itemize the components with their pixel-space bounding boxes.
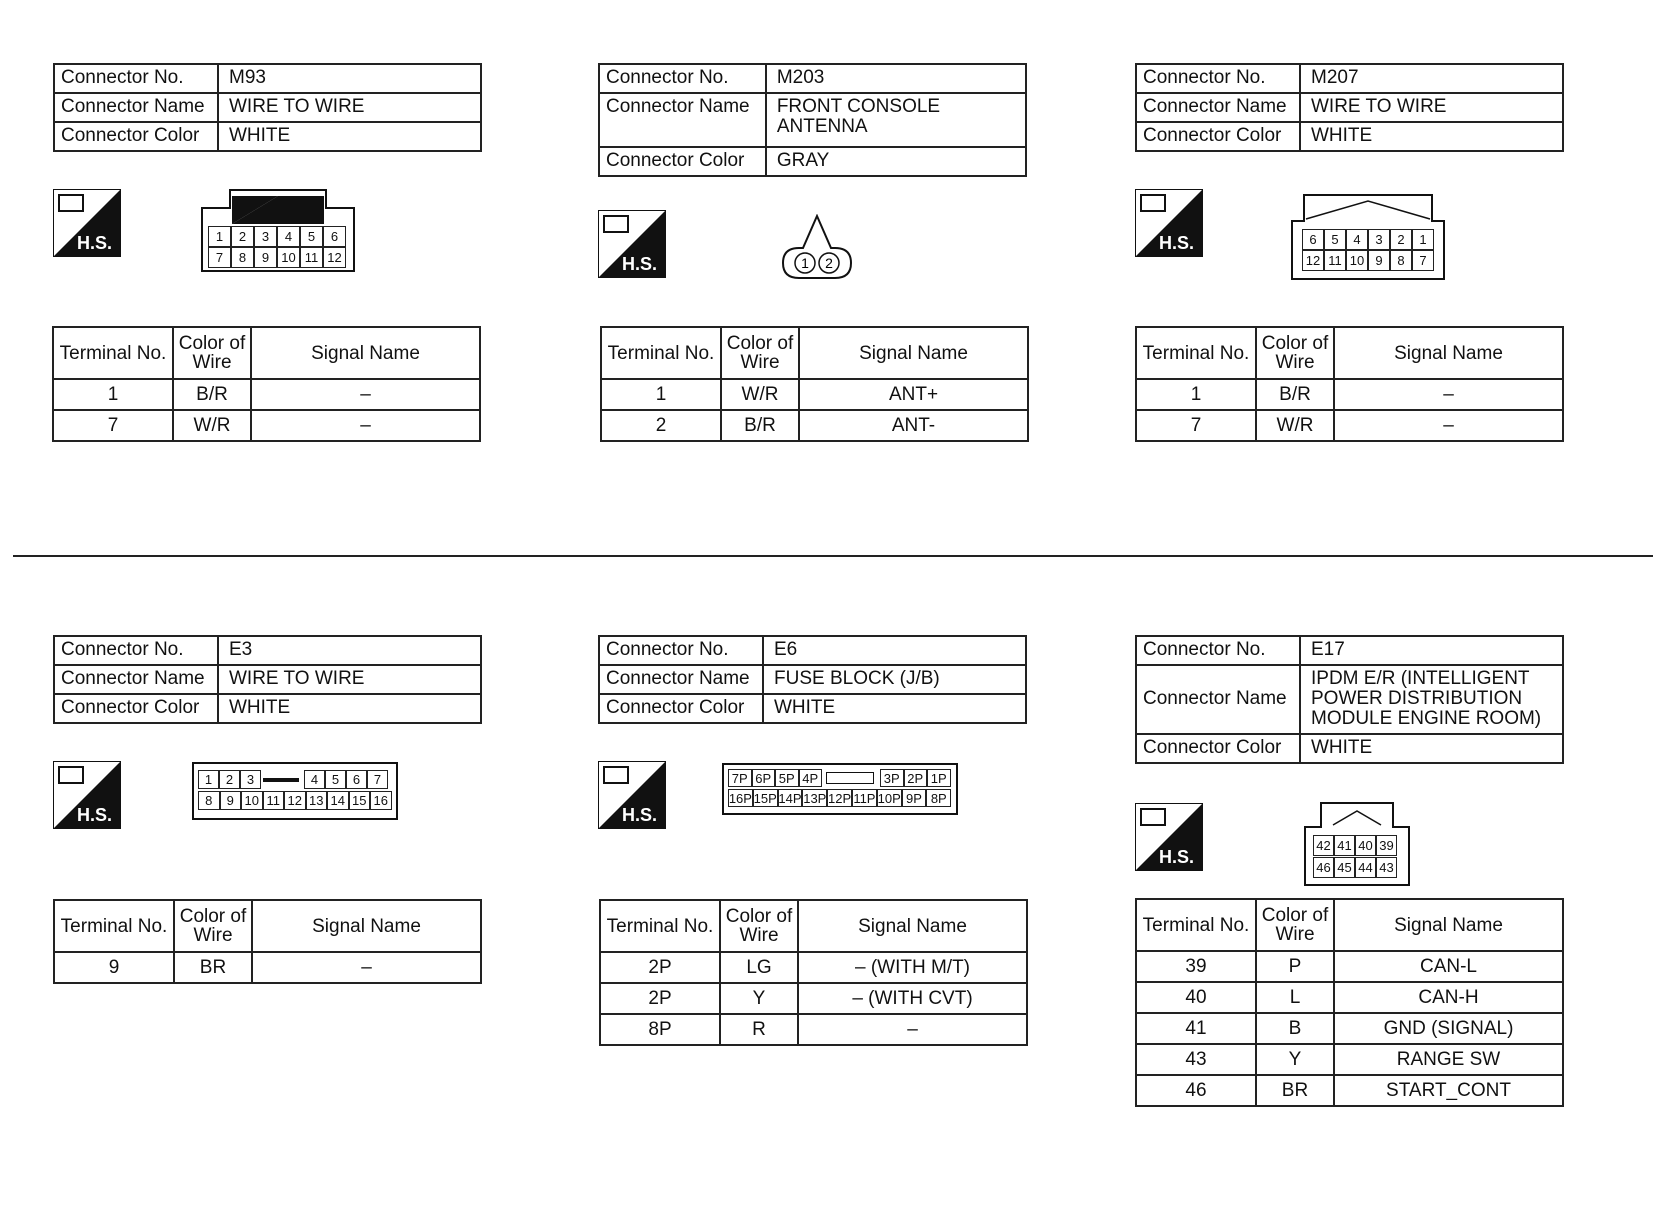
connector-pin: 12P [828, 790, 852, 806]
connector-pin: 41 [1334, 835, 1355, 856]
connector-name-value: WIRE TO WIRE [218, 93, 481, 122]
hs-icon [598, 761, 666, 829]
connector-pin: 4 [1346, 229, 1368, 250]
terminal-table-e3: Terminal No. Color of Wire Signal Name 9 BR – [53, 899, 482, 984]
table-row: 40 L CAN-H [1136, 982, 1563, 1013]
hs-icon [53, 189, 121, 257]
connector-face-e17 [1303, 801, 1411, 887]
terminal-table-e6: Terminal No. Color of Wire Signal Name 2P LG – (WITH M/T) 2P Y – (WITH CVT) 8P R – [599, 899, 1028, 1046]
connector-e17-info: Connector No. E17 Connector Name IPDM E/R (INTELLIGENT POWER DISTRIBUTION MODULE ENGINE ROOM) Connector Color WHITE [1135, 635, 1564, 764]
connector-pin: 5P [775, 769, 799, 787]
svg-text:H.S.: H.S. [1159, 847, 1195, 867]
connector-pin: 15P [753, 790, 777, 806]
connector-e6-info: Connector No. E6 Connector Name FUSE BLOCK (J/B) Connector Color WHITE [598, 635, 1027, 724]
svg-text:2: 2 [825, 255, 833, 271]
table-row: 7 W/R – [53, 410, 480, 441]
connector-face-m93 [200, 188, 356, 273]
terminal-table-m207: Terminal No. Color of Wire Signal Name 1 B/R – 7 W/R – [1135, 326, 1564, 442]
connector-pin: 10 [1346, 250, 1368, 271]
terminal-table-m93: Terminal No. Color of Wire Signal Name 1 B/R – 7 W/R – [52, 326, 481, 442]
connector-color-value: WHITE [218, 122, 481, 151]
connector-pin: 14 [327, 791, 349, 810]
terminal-table-e17: Terminal No. Color of Wire Signal Name 39 P CAN-L 40 L CAN-H 41 B GND (SIGNAL) 43 Y RANGE SW 46 BR START_CONT [1135, 898, 1564, 1107]
connector-pin: 11 [300, 247, 323, 268]
connector-pin: 10 [241, 791, 263, 810]
connector-face-m207 [1290, 193, 1446, 281]
connector-pin: 13P [803, 790, 827, 806]
table-row: 39 P CAN-L [1136, 951, 1563, 982]
connector-pin: 9 [1368, 250, 1390, 271]
hs-icon [53, 761, 121, 829]
connector-pin: 10P [877, 790, 901, 806]
connector-pin: 1P [927, 769, 951, 787]
connector-pin: 5 [325, 770, 346, 789]
connector-pin: 11P [853, 790, 876, 806]
connector-pin: 4P [799, 769, 823, 787]
connector-pin: 8P [926, 789, 951, 807]
connector-pin: 12 [1302, 250, 1324, 271]
table-row: 46 BR START_CONT [1136, 1075, 1563, 1106]
table-row: 1 B/R – [1136, 379, 1563, 410]
connector-pin: 6P [752, 769, 776, 787]
connector-pin: 3 [254, 226, 277, 247]
terminal-table-m203: Terminal No. Color of Wire Signal Name 1 W/R ANT+ 2 B/R ANT- [600, 326, 1029, 442]
connector-pin: 15 [349, 791, 371, 810]
connector-pin: 1 [208, 226, 231, 247]
table-row: 1 B/R – [53, 379, 480, 410]
hs-icon [1135, 803, 1203, 871]
connector-pin: 4 [304, 770, 325, 789]
table-row: 2P LG – (WITH M/T) [600, 952, 1027, 983]
hs-icon [1135, 189, 1203, 257]
svg-text:H.S.: H.S. [77, 805, 113, 825]
connector-pin: 44 [1355, 857, 1376, 878]
connector-pin: 6 [346, 770, 367, 789]
connector-pin: 39 [1376, 835, 1397, 856]
connector-pin: 7P [728, 769, 752, 787]
connector-pin: 3P [880, 769, 904, 787]
table-row: 9 BR – [54, 952, 481, 983]
connector-pin: 3 [1368, 229, 1390, 250]
connector-pin: 2 [219, 770, 240, 789]
svg-text:H.S.: H.S. [1159, 233, 1195, 253]
connector-pin: 8 [1390, 250, 1412, 271]
hs-icon [598, 210, 666, 278]
table-row: 7 W/R – [1136, 410, 1563, 441]
connector-pin: 3 [240, 770, 261, 789]
connector-pin: 46 [1313, 857, 1334, 878]
connector-pin: 13 [306, 791, 328, 810]
connector-pin: 5 [300, 226, 323, 247]
connector-key-bar [263, 778, 299, 782]
connector-pin: 7 [1412, 250, 1434, 271]
connector-m203-info: Connector No. M203 Connector Name FRONT CONSOLE ANTENNA Connector Color GRAY [598, 63, 1027, 177]
connector-m207-info: Connector No. M207 Connector Name WIRE TO WIRE Connector Color WHITE [1135, 63, 1564, 152]
table-row: 43 Y RANGE SW [1136, 1044, 1563, 1075]
table-row: 1 W/R ANT+ [601, 379, 1028, 410]
connector-key-slot [826, 772, 874, 784]
table-row: 2P Y – (WITH CVT) [600, 983, 1027, 1014]
connector-pin: 11 [1324, 250, 1346, 271]
connector-pin: 9 [220, 791, 242, 810]
connector-pin: 9 [254, 247, 277, 268]
connector-pin: 5 [1324, 229, 1346, 250]
connector-pin: 1 [198, 770, 219, 789]
section-divider [13, 555, 1653, 557]
connector-pin: 2 [231, 226, 254, 247]
svg-text:H.S.: H.S. [77, 233, 113, 253]
connector-pin: 16P [728, 790, 752, 806]
connector-pin: 14P [778, 790, 802, 806]
connector-pin: 9P [902, 789, 927, 807]
connector-e3-info: Connector No. E3 Connector Name WIRE TO WIRE Connector Color WHITE [53, 635, 482, 724]
connector-pin: 8 [231, 247, 254, 268]
table-row: 2 B/R ANT- [601, 410, 1028, 441]
connector-pin: 16 [370, 791, 392, 810]
connector-pin: 40 [1355, 835, 1376, 856]
svg-text:H.S.: H.S. [622, 254, 658, 274]
connector-pin: 10 [277, 247, 300, 268]
table-row: 8P R – [600, 1014, 1027, 1045]
table-row: 41 B GND (SIGNAL) [1136, 1013, 1563, 1044]
svg-text:1: 1 [801, 255, 809, 271]
connector-pin: 43 [1376, 857, 1397, 878]
connector-pin: 4 [277, 226, 300, 247]
connector-face-e3 [192, 762, 398, 820]
connector-pin: 12 [284, 791, 306, 810]
connector-pin: 42 [1313, 835, 1334, 856]
connector-pin: 12 [323, 247, 346, 268]
connector-pin: 6 [323, 226, 346, 247]
connector-pin: 6 [1302, 229, 1324, 250]
connector-pin: 11 [263, 791, 285, 810]
connector-face-e6 [722, 763, 958, 815]
connector-pin: 45 [1334, 857, 1355, 878]
connector-pin: 8 [198, 791, 220, 810]
connector-pin: 7 [367, 770, 388, 789]
connector-face-m203 [781, 214, 853, 280]
connector-pin: 7 [208, 247, 231, 268]
connector-m93-info: Connector No. M93 Connector Name WIRE TO WIRE Connector Color WHITE [53, 63, 482, 152]
svg-text:H.S.: H.S. [622, 805, 658, 825]
connector-pin: 2P [904, 769, 928, 787]
connector-pin: 2 [1390, 229, 1412, 250]
connector-pin: 1 [1412, 229, 1434, 250]
connector-no-value: M93 [218, 64, 481, 93]
